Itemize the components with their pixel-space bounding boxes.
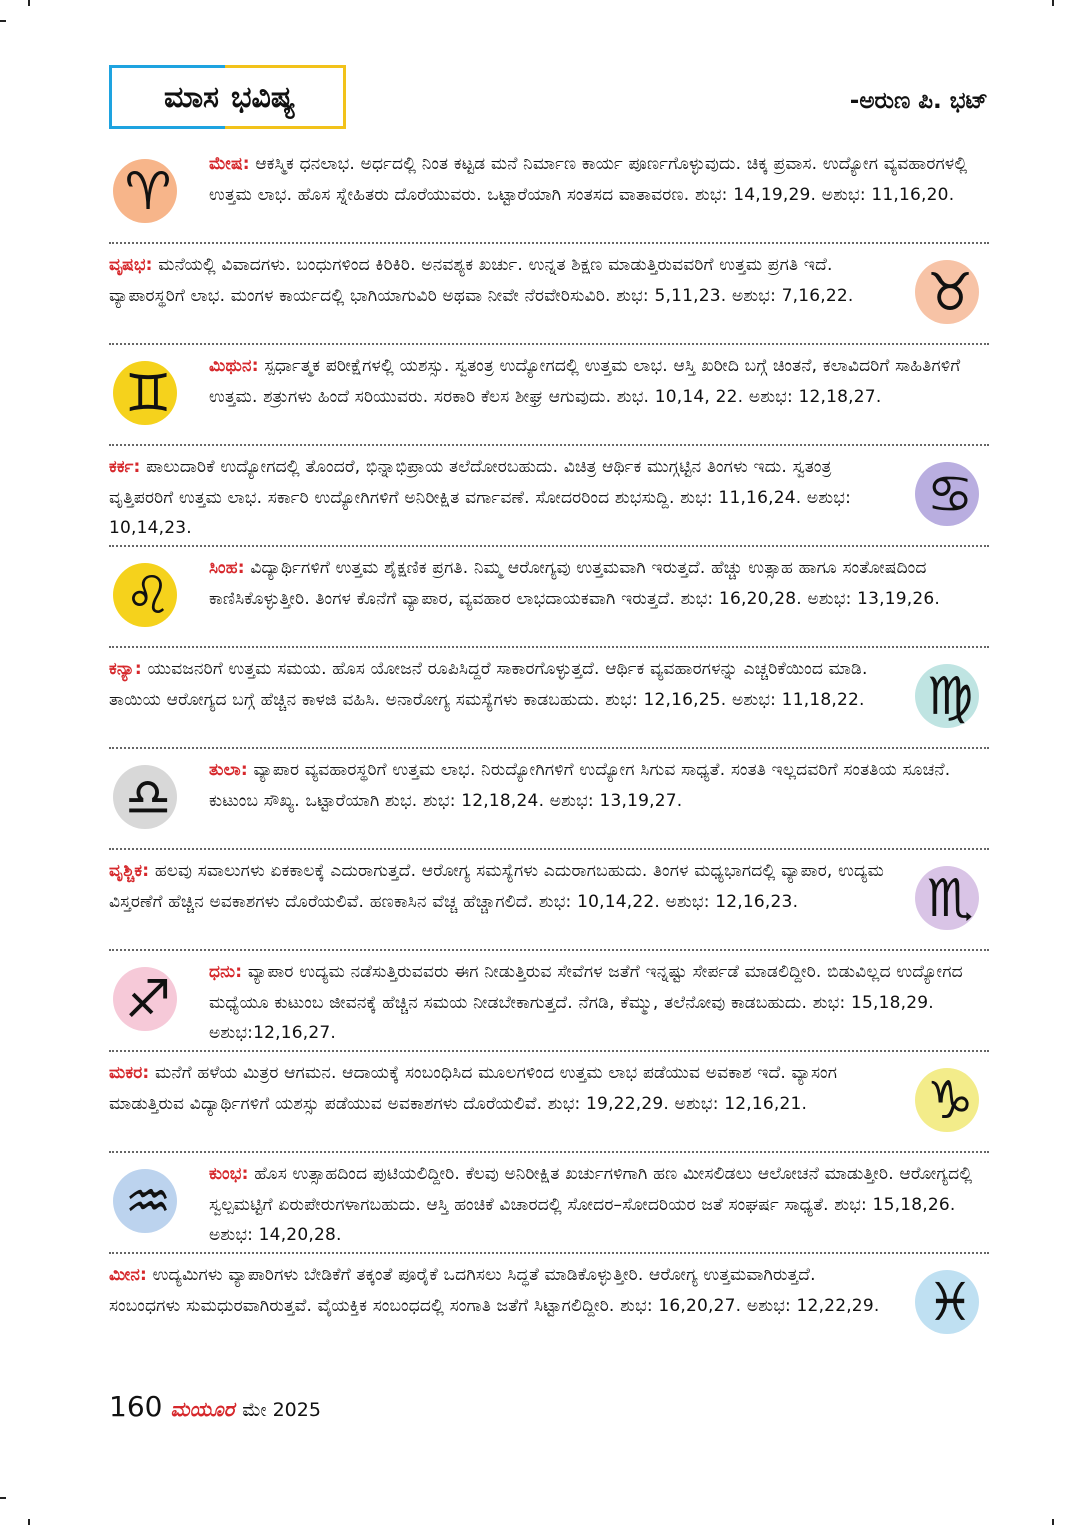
page-title xyxy=(109,65,349,129)
horoscope-entry xyxy=(109,1254,989,1355)
zodiac-glyph: ♊ xyxy=(124,364,172,424)
crop-mark xyxy=(28,0,30,6)
crop-mark xyxy=(1052,0,1054,6)
horoscope-text xyxy=(209,957,989,1049)
gemini-twins-icon xyxy=(109,355,187,433)
zodiac-sign-name: ಮೀನ: xyxy=(109,1265,147,1285)
zodiac-glyph: ♌ xyxy=(124,566,172,626)
prediction-body: ಮನೆಯಲ್ಲಿ ವಿವಾದಗಳು. ಬಂಧುಗಳಿಂದ ಕಿರಿಕಿರಿ. ಅನವಶ್ಯಕ ಖರ್ಚು. ಉನ್ನತ ಶಿಕ್ಷಣ ಮಾಡುತ್ತಿರುವವರಿಗೆ ಉತ್ತಮ ಪ್ರಗತಿ ಇದೆ. ವ್ಯಾಪಾರಸ್ಥರಿಗೆ ಲಾಭ. ಮಂಗಳ ಕಾರ್ಯದಲ್ಲಿ ಭಾಗಿಯಾಗುವಿರಿ ಅಥವಾ ನೀವೇ ನೆರವೇರಿಸುವಿರಿ. ಶುಭ: 5,11,23. ಅಶುಭ: 7,16,22. xyxy=(109,255,854,306)
horoscope-text xyxy=(109,654,889,715)
capricorn-crocodile-icon xyxy=(911,1062,989,1140)
aries-ram-icon xyxy=(109,153,187,231)
title-word-2: ಭವಿಷ್ಯ xyxy=(231,79,296,115)
magazine-logo: ಮಯೂರ xyxy=(170,1397,235,1421)
taurus-bull-icon xyxy=(911,254,989,332)
prediction-body: ಹೊಸ ಉತ್ಸಾಹದಿಂದ ಪುಟಿಯಲಿದ್ದೀರಿ. ಕೆಲವು ಅನಿರೀಕ್ಷಿತ ಖರ್ಚುಗಳಿಗಾಗಿ ಹಣ ಮೀಸಲಿಡಲು ಆಲೋಚನೆ ಮಾಡುತ್ತೀರಿ. ಆರೋಗ್ಯದಲ್ಲಿ ಸ್ವಲ್ಪಮಟ್ಟಿಗೆ ಏರುಪೇರುಗಳಾಗಬಹುದು. ಆಸ್ತಿ ಹಂಚಿಕೆ ವಿಚಾರದಲ್ಲಿ ಸೋದರ–ಸೋದರಿಯರ ಜತೆ ಸಂಘರ್ಷ ಸಾಧ್ಯತೆ. ಶುಭ: 15,18,26. ಅಶುಭ: 14,20,28. xyxy=(209,1164,973,1245)
horoscope-entry xyxy=(109,850,989,951)
zodiac-glyph: ♋ xyxy=(926,465,974,525)
horoscope-text xyxy=(209,149,989,210)
horoscope-text xyxy=(109,1260,889,1321)
horoscope-entry xyxy=(109,345,989,446)
horoscope-text xyxy=(209,553,989,614)
title-word-1: ಮಾಸ xyxy=(163,79,219,115)
zodiac-sign-name: ವೃಷಭ: xyxy=(109,255,153,275)
zodiac-sign-name: ಧನು: xyxy=(209,962,243,982)
zodiac-glyph: ♓ xyxy=(926,1273,974,1333)
horoscope-entry xyxy=(109,244,989,345)
zodiac-sign-name: ಮೇಷ: xyxy=(209,154,250,174)
zodiac-sign-name: ಸಿಂಹ: xyxy=(209,558,245,578)
horoscope-entry xyxy=(109,951,989,1052)
horoscope-entry xyxy=(109,1153,989,1254)
page-footer xyxy=(109,1390,321,1423)
zodiac-sign-name: ಮಿಥುನ: xyxy=(209,356,259,376)
prediction-body: ವಿದ್ಯಾರ್ಥಿಗಳಿಗೆ ಉತ್ತಮ ಶೈಕ್ಷಣಿಕ ಪ್ರಗತಿ. ನಿಮ್ಮ ಆರೋಗ್ಯವು ಉತ್ತಮವಾಗಿ ಇರುತ್ತದೆ. ಹೆಚ್ಚು ಉತ್ಸಾಹ ಹಾಗೂ ಸಂತೋಷದಿಂದ ಕಾಣಿಸಿಕೊಳ್ಳುತ್ತೀರಿ. ತಿಂಗಳ ಕೊನೆಗೆ ವ್ಯಾಪಾರ, ವ್ಯವಹಾರ ಲಾಭದಾಯಕವಾಗಿ ಇರುತ್ತದೆ. ಶುಭ: 16,20,28. ಅಶುಭ: 13,19,26. xyxy=(209,558,941,609)
zodiac-glyph: ♐ xyxy=(124,970,172,1030)
prediction-body: ಪಾಲುದಾರಿಕೆ ಉದ್ಯೋಗದಲ್ಲಿ ತೊಂದರೆ, ಭಿನ್ನಾಭಿಪ್ರಾಯ ತಲೆದೋರಬಹುದು. ವಿಚಿತ್ರ ಆರ್ಥಿಕ ಮುಗ್ಗಟ್ಟಿನ ತಿಂಗಳು ಇದು. ಸ್ವತಂತ್ರ ವೃತ್ತಿಪರರಿಗೆ ಉತ್ತಮ ಲಾಭ. ಸರ್ಕಾರಿ ಉದ್ಯೋಗಿಗಳಿಗೆ ಅನಿರೀಕ್ಷಿತ ವರ್ಗಾವಣೆ. ಸೋದರರಿಂದ ಶುಭಸುದ್ದಿ. ಶುಭ: 11,16,24. ಅಶುಭ: 10,14,23. xyxy=(109,457,851,538)
horoscope-entry xyxy=(109,648,989,749)
zodiac-sign-name: ಕುಂಭ: xyxy=(209,1164,249,1184)
horoscope-entry xyxy=(109,1052,989,1153)
prediction-body: ವ್ಯಾಪಾರ ವ್ಯವಹಾರಸ್ಥರಿಗೆ ಉತ್ತಮ ಲಾಭ. ನಿರುದ್ಯೋಗಿಗಳಿಗೆ ಉದ್ಯೋಗ ಸಿಗುವ ಸಾಧ್ಯತೆ. ಸಂತತಿ ಇಲ್ಲದವರಿಗೆ ಸಂತತಿಯ ಸೂಚನೆ. ಕುಟುಂಬ ಸೌಖ್ಯ. ಒಟ್ಟಾರೆಯಾಗಿ ಶುಭ. ಶುಭ: 12,18,24. ಅಶುಭ: 13,19,27. xyxy=(209,760,951,811)
horoscope-text xyxy=(209,351,989,412)
cancer-crab-icon xyxy=(911,456,989,534)
prediction-body: ಉದ್ಯಮಿಗಳು ವ್ಯಾಪಾರಿಗಳು ಬೇಡಿಕೆಗೆ ತಕ್ಕಂತೆ ಪೂರೈಕೆ ಒದಗಿಸಲು ಸಿದ್ಧತೆ ಮಾಡಿಕೊಳ್ಳುತ್ತೀರಿ. ಆರೋಗ್ಯ ಉತ್ತಮವಾಗಿರುತ್ತದೆ. ಸಂಬಂಧಗಳು ಸುಮಧುರವಾಗಿರುತ್ತವೆ. ವೈಯಕ್ತಿಕ ಸಂಬಂಧದಲ್ಲಿ ಸಂಗಾತಿ ಜತೆಗೆ ಸಿಟ್ಟಾಗಲಿದ್ದೀರಿ. ಶುಭ: 16,20,27. ಅಶುಭ: 12,22,29. xyxy=(109,1265,880,1316)
crop-mark xyxy=(28,1519,30,1525)
zodiac-sign-name: ಕನ್ಯಾ: xyxy=(109,659,142,679)
zodiac-glyph: ♈ xyxy=(124,162,172,222)
zodiac-glyph: ♑ xyxy=(926,1071,974,1131)
horoscope-text xyxy=(109,1058,889,1119)
prediction-body: ಮನೆಗೆ ಹಳೆಯ ಮಿತ್ರರ ಆಗಮನ. ಆದಾಯಕ್ಕೆ ಸಂಬಂಧಿಸಿದ ಮೂಲಗಳಿಂದ ಉತ್ತಮ ಲಾಭ ಪಡೆಯುವ ಅವಕಾಶ ಇದೆ. ವ್ಯಾಸಂಗ ಮಾಡುತ್ತಿರುವ ವಿದ್ಯಾರ್ಥಿಗಳಿಗೆ ಯಶಸ್ಸು ಪಡೆಯುವ ಅವಕಾಶಗಳು ದೊರೆಯಲಿವೆ. ಶುಭ: 19,22,29. ಅಶುಭ: 12,16,21. xyxy=(109,1063,838,1114)
aquarius-pot-icon xyxy=(109,1163,187,1241)
crop-mark xyxy=(0,1497,6,1499)
horoscope-entry xyxy=(109,547,989,648)
zodiac-sign-name: ವೃಶ್ಚಿಕ: xyxy=(109,861,150,881)
zodiac-glyph: ♍ xyxy=(926,667,974,727)
author-byline: -ಅರುಣ ಪಿ. ಭಟ್ xyxy=(849,88,988,114)
zodiac-sign-name: ಕರ್ಕ: xyxy=(109,457,141,477)
libra-scales-icon xyxy=(109,759,187,837)
zodiac-glyph: ♒ xyxy=(124,1172,172,1232)
title-yellow-block xyxy=(225,65,346,129)
title-blue-block xyxy=(109,65,225,129)
prediction-body: ಸ್ಪರ್ಧಾತ್ಮಕ ಪರೀಕ್ಷೆಗಳಲ್ಲಿ ಯಶಸ್ಸು. ಸ್ವತಂತ್ರ ಉದ್ಯೋಗದಲ್ಲಿ ಉತ್ತಮ ಲಾಭ. ಆಸ್ತಿ ಖರೀದಿ ಬಗ್ಗೆ ಚಿಂತನೆ, ಕಲಾವಿದರಿಗೆ ಸಾಹಿತಿಗಳಿಗೆ ಉತ್ತಮ. ಶತ್ರುಗಳು ಹಿಂದೆ ಸರಿಯುವರು. ಸರಕಾರಿ ಕೆಲಸ ಶೀಘ್ರ ಆಗುವುದು. ಶುಭ. 10,14, 22. ಅಶುಭ: 12,18,27. xyxy=(209,356,961,407)
horoscope-entry xyxy=(109,749,989,850)
prediction-body: ಯುವಜನರಿಗೆ ಉತ್ತಮ ಸಮಯ. ಹೊಸ ಯೋಜನೆ ರೂಪಿಸಿದ್ದರೆ ಸಾಕಾರಗೊಳ್ಳುತ್ತದೆ. ಆರ್ಥಿಕ ವ್ಯವಹಾರಗಳನ್ನು ಎಚ್ಚರಿಕೆಯಿಂದ ಮಾಡಿ. ತಾಯಿಯ ಆರೋಗ್ಯದ ಬಗ್ಗೆ ಹೆಚ್ಚಿನ ಕಾಳಜಿ ವಹಿಸಿ. ಅನಾರೋಗ್ಯ ಸಮಸ್ಯೆಗಳು ಕಾಡಬಹುದು. ಶುಭ: 12,16,25. ಅಶುಭ: 11,18,22. xyxy=(109,659,868,710)
horoscope-list xyxy=(109,143,989,1355)
scorpio-scorpion-icon xyxy=(911,860,989,938)
zodiac-glyph: ♉ xyxy=(926,263,974,323)
leo-lion-icon xyxy=(109,557,187,635)
zodiac-glyph: ♎ xyxy=(124,768,172,828)
horoscope-text xyxy=(109,856,889,917)
page-number: 160 xyxy=(109,1390,163,1423)
zodiac-sign-name: ಮಕರ: xyxy=(109,1063,150,1083)
prediction-body: ಹಲವು ಸವಾಲುಗಳು ಏಕಕಾಲಕ್ಕೆ ಎದುರಾಗುತ್ತದೆ. ಆರೋಗ್ಯ ಸಮಸ್ಯೆಗಳು ಎದುರಾಗಬಹುದು. ತಿಂಗಳ ಮಧ್ಯಭಾಗದಲ್ಲಿ ವ್ಯಾಪಾರ, ಉದ್ಯಮ ವಿಸ್ತರಣೆಗೆ ಹೆಚ್ಚಿನ ಅವಕಾಶಗಳು ದೊರೆಯಲಿವೆ. ಹಣಕಾಸಿನ ವೆಚ್ಚ ಹೆಚ್ಚಾಗಲಿದೆ. ಶುಭ: 10,14,22. ಅಶುಭ: 12,16,23. xyxy=(109,861,884,912)
crop-mark xyxy=(1052,1519,1054,1525)
zodiac-glyph: ♏ xyxy=(926,869,974,929)
horoscope-text xyxy=(109,452,889,544)
virgo-maiden-icon xyxy=(911,658,989,736)
zodiac-sign-name: ತುಲಾ: xyxy=(209,760,248,780)
crop-mark xyxy=(0,20,6,22)
prediction-body: ವ್ಯಾಪಾರ ಉದ್ಯಮ ನಡೆಸುತ್ತಿರುವವರು ಈಗ ನೀಡುತ್ತಿರುವ ಸೇವೆಗಳ ಜತೆಗೆ ಇನ್ನಷ್ಟು ಸೇರ್ಪಡೆ ಮಾಡಲಿದ್ದೀರಿ. ಬಿಡುವಿಲ್ಲದ ಉದ್ಯೋಗದ ಮಧ್ಯೆಯೂ ಕುಟುಂಬ ಜೀವನಕ್ಕೆ ಹೆಚ್ಚಿನ ಸಮಯ ನೀಡಬೇಕಾಗುತ್ತದೆ. ನೆಗಡಿ, ಕೆಮ್ಮು, ತಲೆನೋವು ಕಾಡಬಹುದು. ಶುಭ: 15,18,29. ಅಶುಭ:12,16,27. xyxy=(209,962,963,1043)
sagittarius-archer-icon xyxy=(109,961,187,1039)
issue-date: ಮೇ 2025 xyxy=(242,1399,321,1421)
horoscope-text xyxy=(109,250,889,311)
horoscope-text xyxy=(209,755,989,816)
horoscope-text xyxy=(209,1159,989,1251)
pisces-fish-icon xyxy=(911,1264,989,1342)
prediction-body: ಆಕಸ್ಮಿಕ ಧನಲಾಭ. ಅರ್ಧದಲ್ಲಿ ನಿಂತ ಕಟ್ಟಡ ಮನೆ ನಿರ್ಮಾಣ ಕಾರ್ಯ ಪೂರ್ಣಗೊಳ್ಳುವುದು. ಚಿಕ್ಕ ಪ್ರವಾಸ. ಉದ್ಯೋಗ ವ್ಯವಹಾರಗಳಲ್ಲಿ ಉತ್ತಮ ಲಾಭ. ಹೊಸ ಸ್ನೇಹಿತರು ದೊರೆಯುವರು. ಒಟ್ಟಾರೆಯಾಗಿ ಸಂತಸದ ವಾತಾವರಣ. ಶುಭ: 14,19,29. ಅಶುಭ: 11,16,20. xyxy=(209,154,968,205)
horoscope-entry xyxy=(109,446,989,547)
horoscope-entry xyxy=(109,143,989,244)
